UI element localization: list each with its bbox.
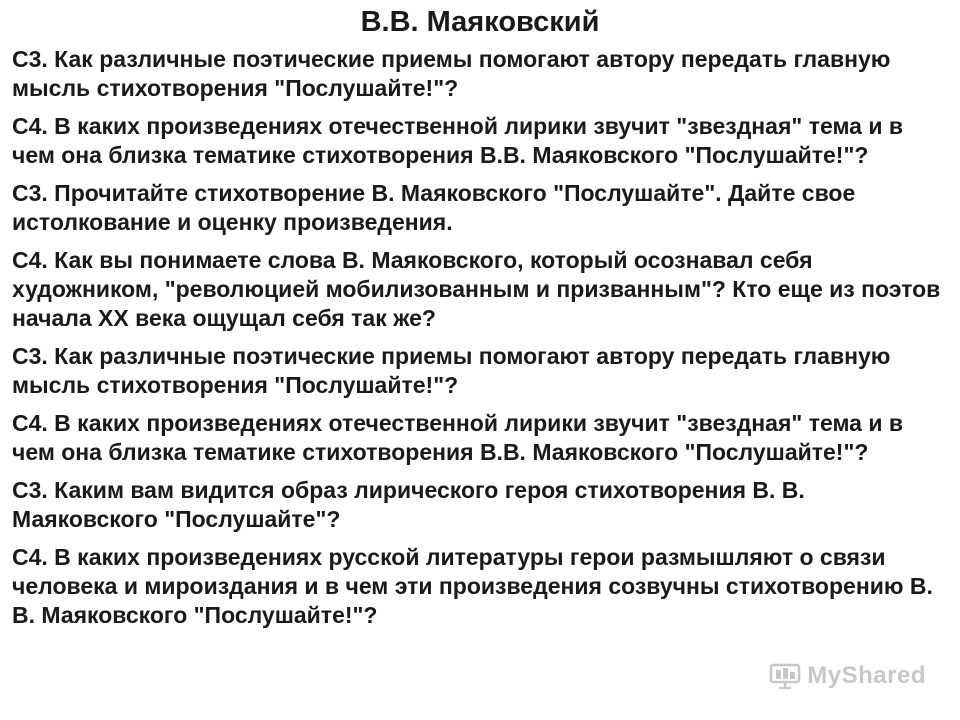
question-item: С3. Каким вам видится образ лирического героя стихотворения В. В. Маяковского "Послушайте"? — [12, 477, 805, 532]
question-item: С4. В каких произведениях отечественной лирики звучит "звездная" тема и в чем она близка тематике стихотворения В.В. Маяковского "Послушайте!"? — [12, 113, 904, 168]
question-list — [12, 45, 952, 639]
question-item: С3. Прочитайте стихотворение В. Маяковского "Послушайте". Дайте свое истолкование и оценку произведения. — [12, 180, 856, 235]
watermark-text: MyShared — [807, 662, 926, 689]
presentation-board-icon — [769, 663, 801, 689]
myshared-watermark — [769, 662, 926, 690]
question-item: С4. В каких произведениях русской литературы герои размышляют о связи человека и мироиздания и в чем эти произведения созвучны стихотворению В. В. Маяковского "Послушайте!"? — [12, 544, 933, 628]
question-item: С4. Как вы понимаете слова В. Маяковского, который осознавал себя художником, "революцией мобилизованным и призванным"? Кто еще из поэтов начала XX века ощущал себя так же? — [12, 247, 941, 331]
slide-title: В.В. Маяковский — [360, 6, 600, 38]
question-item: С4. В каких произведениях отечественной лирики звучит "звездная" тема и в чем она близка тематике стихотворения В.В. Маяковского "Послушайте!"? — [12, 410, 904, 465]
question-item: С3. Как различные поэтические приемы помогают автору передать главную мысль стихотворения "Послушайте!"? — [12, 343, 891, 398]
question-item: С3. Как различные поэтические приемы помогают автору передать главную мысль стихотворения "Послушайте!"? — [12, 46, 891, 101]
